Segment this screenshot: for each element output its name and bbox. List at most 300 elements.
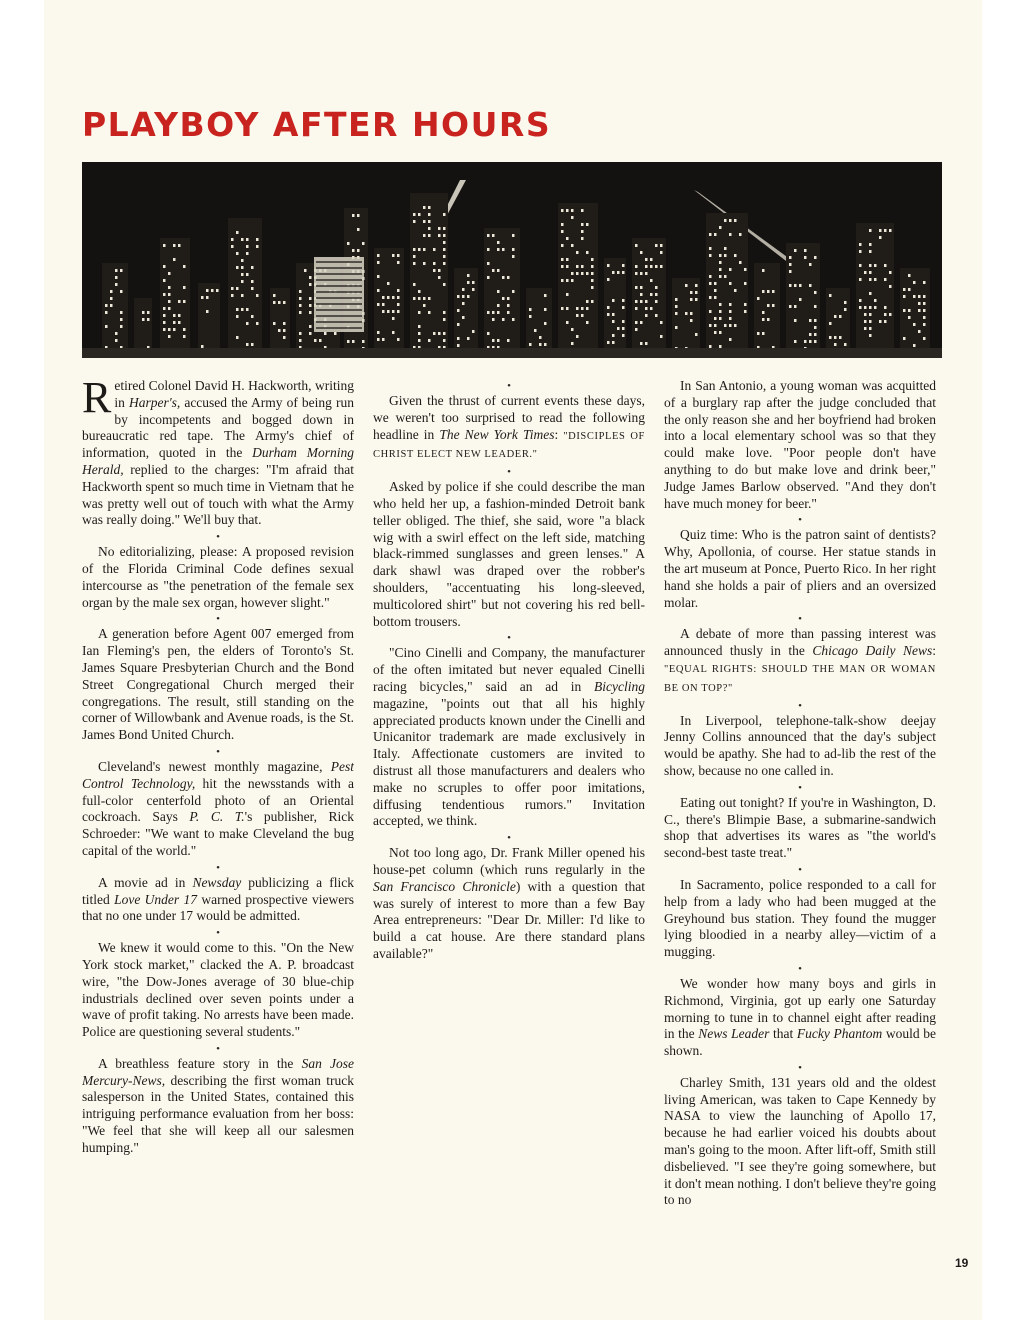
item-separator: • xyxy=(798,1061,802,1074)
lit-window xyxy=(428,311,431,314)
lit-window xyxy=(809,319,812,322)
item-smith: Charley Smith, 131 years old and the oldest living American, was taken to Cape Kennedy by NASA to view the launching of Apollo 17, because he had earlier voiced his doubts about man's going to the moon. After lift-off, Smith still disbelieved. "I see they're going somewhere, but it don't mean nothing. I don't believe they're going to no xyxy=(664,1074,936,1208)
item-headline: Given the thrust of current events these days, we weren't too surprised to read the following headline in The New York Times: "DISCIPLES OF CHRIST ELECT NEW LEADER." xyxy=(373,393,645,461)
lit-window xyxy=(105,304,108,307)
lit-window xyxy=(120,311,123,314)
lit-window xyxy=(299,339,302,342)
lit-window xyxy=(216,289,219,292)
item-richmond: We wonder how many boys and girls in Richmond, Virginia, got up early one Saturday morning to tune in to channel eight after reading in the News Leader that Fucky Phantom would be shown. xyxy=(664,975,936,1059)
lit-window xyxy=(236,231,239,234)
lit-window xyxy=(719,254,722,257)
lit-window xyxy=(392,310,395,313)
lit-window xyxy=(246,273,249,276)
lit-window xyxy=(142,311,145,314)
lit-window xyxy=(829,322,832,325)
lit-window xyxy=(586,223,589,226)
lit-window xyxy=(645,300,648,303)
lit-window xyxy=(251,315,254,318)
lit-window xyxy=(724,254,727,257)
lit-window xyxy=(163,279,166,282)
lit-window xyxy=(814,305,817,308)
lit-window xyxy=(734,289,737,292)
lit-window xyxy=(168,286,171,289)
lit-window xyxy=(635,272,638,275)
lit-window xyxy=(168,272,171,275)
lit-window xyxy=(309,325,312,328)
item-separator: • xyxy=(798,613,802,626)
lit-window xyxy=(617,327,620,330)
lit-window xyxy=(660,335,663,338)
lit-window xyxy=(729,303,732,306)
lit-window xyxy=(507,304,510,307)
lit-window xyxy=(607,306,610,309)
lit-window xyxy=(903,309,906,312)
lit-window xyxy=(889,313,892,316)
lit-window xyxy=(655,244,658,247)
lit-window xyxy=(183,328,186,331)
lit-window xyxy=(757,297,760,300)
lit-window xyxy=(744,303,747,306)
lit-window xyxy=(622,264,625,267)
lit-window xyxy=(462,295,465,298)
lit-window xyxy=(497,269,500,272)
city-skyline-at-night-image xyxy=(82,162,942,358)
lit-window xyxy=(571,272,574,275)
lit-window xyxy=(387,282,390,285)
item-newsday: A movie ad in Newsday publicizing a flick titled Love Under 17 warned prospective viewers that no one under 17 would be admitted. xyxy=(82,874,354,924)
lit-window xyxy=(561,230,564,233)
lit-window xyxy=(724,275,727,278)
lit-window xyxy=(492,311,495,314)
lit-window xyxy=(607,264,610,267)
lit-window xyxy=(413,248,416,251)
lit-window xyxy=(571,279,574,282)
lit-window xyxy=(719,310,722,313)
lit-window xyxy=(147,311,150,314)
lit-window xyxy=(650,258,653,261)
lit-window xyxy=(397,338,400,341)
lit-window xyxy=(908,274,911,277)
item-sanjose-1: A breathless feature story in the San Jose Mercury-News, describing the first woman truck salesperson in the United States, contained this intriguing performance evaluation from her boss: "We feel that she will keep all our salesmen humping." xyxy=(82,1055,354,1155)
lit-window xyxy=(859,264,862,267)
lit-window xyxy=(809,263,812,266)
lit-window xyxy=(309,332,312,335)
item-separator: • xyxy=(507,466,511,479)
lit-window xyxy=(273,301,276,304)
lit-window xyxy=(729,268,732,271)
lit-window xyxy=(273,294,276,297)
lit-window xyxy=(918,302,921,305)
lit-window xyxy=(304,269,307,272)
skyline-tower xyxy=(484,228,520,358)
lit-window xyxy=(834,336,837,339)
lit-window xyxy=(443,311,446,314)
lit-window xyxy=(283,336,286,339)
lit-window xyxy=(734,324,737,327)
lit-window xyxy=(377,338,380,341)
lit-window xyxy=(714,331,717,334)
lit-window xyxy=(879,229,882,232)
lit-window xyxy=(115,339,118,342)
lit-window xyxy=(443,213,446,216)
lit-window xyxy=(387,296,390,299)
lit-window xyxy=(110,290,113,293)
lit-window xyxy=(675,312,678,315)
lit-window xyxy=(714,324,717,327)
lit-window xyxy=(283,301,286,304)
lit-window xyxy=(772,290,775,293)
lit-window xyxy=(497,304,500,307)
lit-window xyxy=(576,251,579,254)
lit-window xyxy=(502,318,505,321)
lit-window xyxy=(309,283,312,286)
lit-window xyxy=(714,233,717,236)
lit-window xyxy=(918,309,921,312)
lit-window xyxy=(690,319,693,322)
lit-window xyxy=(622,299,625,302)
lit-window xyxy=(903,337,906,340)
lit-window xyxy=(467,274,470,277)
lit-window xyxy=(497,339,500,342)
lit-window xyxy=(714,282,717,285)
lit-window xyxy=(719,261,722,264)
lit-window xyxy=(392,331,395,334)
lit-window xyxy=(809,284,812,287)
lit-window xyxy=(299,290,302,293)
lit-window xyxy=(884,229,887,232)
lit-window xyxy=(839,336,842,339)
lit-window xyxy=(283,322,286,325)
lit-window xyxy=(413,213,416,216)
lit-window xyxy=(622,334,625,337)
lit-window xyxy=(617,271,620,274)
item-separator: • xyxy=(216,927,220,940)
lit-window xyxy=(163,328,166,331)
lit-window xyxy=(913,323,916,326)
lit-window xyxy=(884,320,887,323)
lit-window xyxy=(443,339,446,342)
item-quiz: Quiz time: Who is the patron saint of dentists? Why, Apollonia, of course. Her statue stands in the art museum at Ponce, Puerto Rico. In her right hand she holds a pair of pliers and an oversized molar. xyxy=(664,527,936,610)
lit-window xyxy=(110,304,113,307)
lit-window xyxy=(347,242,350,245)
lit-window xyxy=(719,226,722,229)
lit-window xyxy=(382,310,385,313)
lit-window xyxy=(418,339,421,342)
lit-window xyxy=(231,287,234,290)
lit-window xyxy=(675,298,678,301)
lit-window xyxy=(428,297,431,300)
lit-window xyxy=(913,344,916,347)
lit-window xyxy=(918,330,921,333)
lit-window xyxy=(622,271,625,274)
lit-window xyxy=(581,209,584,212)
lit-window xyxy=(762,269,765,272)
item-stocks: We knew it would come to this. "On the New York stock market," clacked the A. P. broadcast wire, "the Dow-Jones average of 30 blue-chip industrials declined over seven points under a wave of profit taking. No arrests have been made. Police are questioning several students." xyxy=(82,940,354,1040)
lit-window xyxy=(612,313,615,316)
lit-window xyxy=(423,304,426,307)
lit-window xyxy=(163,321,166,324)
lit-window xyxy=(251,343,254,346)
lit-window xyxy=(443,283,446,286)
lit-window xyxy=(561,258,564,261)
lit-window xyxy=(147,318,150,321)
lit-window xyxy=(502,276,505,279)
lit-window xyxy=(566,307,569,310)
lit-window xyxy=(178,314,181,317)
skyline-tower xyxy=(754,263,780,358)
lit-window xyxy=(472,330,475,333)
lit-window xyxy=(923,295,926,298)
lit-window xyxy=(423,206,426,209)
lit-window xyxy=(719,268,722,271)
lit-window xyxy=(814,291,817,294)
lit-window xyxy=(869,278,872,281)
lit-window xyxy=(640,251,643,254)
item-separator: • xyxy=(216,531,220,544)
lit-window xyxy=(809,340,812,343)
lit-window xyxy=(869,320,872,323)
lit-window xyxy=(163,265,166,268)
lit-window xyxy=(767,304,770,307)
item-detroit: Asked by police if she could describe the man who held her up, a fashion-minded Detroit bank teller obliged. The thief, she said, wore "a black wig with a swirl effect on the left side, matching black-rimmed sunglasses and green lenses." A dark shawl was draped over the robber's shoulders, "accentuating his long-sleeved, multicolored shirt" but not covering his red bell-bottom trousers. xyxy=(373,479,645,629)
item-separator: • xyxy=(216,861,220,874)
lit-window xyxy=(645,258,648,261)
lit-window xyxy=(236,287,239,290)
lit-window xyxy=(467,295,470,298)
lit-window xyxy=(767,318,770,321)
lit-window xyxy=(869,292,872,295)
lit-window xyxy=(744,268,747,271)
lit-window xyxy=(794,319,797,322)
lit-window xyxy=(729,233,732,236)
lit-window xyxy=(472,288,475,291)
lit-window xyxy=(645,314,648,317)
lit-window xyxy=(874,278,877,281)
lit-window xyxy=(163,244,166,247)
lit-window xyxy=(467,281,470,284)
lit-window xyxy=(502,297,505,300)
lit-window xyxy=(362,242,365,245)
lit-window xyxy=(724,247,727,250)
lit-window xyxy=(382,303,385,306)
lit-window xyxy=(709,296,712,299)
lit-window xyxy=(744,310,747,313)
lit-window xyxy=(512,290,515,293)
lit-window xyxy=(314,339,317,342)
lit-window xyxy=(576,307,579,310)
lit-window xyxy=(869,243,872,246)
lit-window xyxy=(879,320,882,323)
lit-window xyxy=(612,299,615,302)
lit-window xyxy=(256,294,259,297)
lit-window xyxy=(163,307,166,310)
lit-window xyxy=(581,230,584,233)
lit-window xyxy=(273,322,276,325)
lit-window xyxy=(586,307,589,310)
lit-window xyxy=(719,317,722,320)
item-separator: • xyxy=(507,632,511,645)
lit-window xyxy=(576,265,579,268)
lit-window xyxy=(789,305,792,308)
lit-window xyxy=(507,311,510,314)
lit-window xyxy=(142,318,145,321)
lit-window xyxy=(829,336,832,339)
lit-window xyxy=(789,256,792,259)
lit-window xyxy=(814,333,817,336)
lit-window xyxy=(168,307,171,310)
lit-window xyxy=(428,213,431,216)
lit-window xyxy=(607,313,610,316)
lit-window xyxy=(241,308,244,311)
lit-window xyxy=(859,243,862,246)
lit-window xyxy=(709,310,712,313)
skyline-tower xyxy=(856,223,894,358)
lit-window xyxy=(183,286,186,289)
lit-window xyxy=(120,269,123,272)
lit-window xyxy=(864,327,867,330)
lit-window xyxy=(622,320,625,323)
lit-window xyxy=(443,248,446,251)
lit-window xyxy=(571,216,574,219)
lit-window xyxy=(640,321,643,324)
lit-window xyxy=(635,307,638,310)
lit-window xyxy=(884,306,887,309)
lit-window xyxy=(423,262,426,265)
lit-window xyxy=(438,276,441,279)
item-blimpie: Eating out tonight? If you're in Washington, D. C., there's Blimpie Base, a submarine-sandwich shop that advertises its wares as "the world's second-best taste treat." xyxy=(664,794,936,861)
lit-window xyxy=(844,343,847,346)
lit-window xyxy=(591,286,594,289)
lit-window xyxy=(719,303,722,306)
lit-window xyxy=(869,250,872,253)
lit-window xyxy=(719,345,722,348)
lit-window xyxy=(241,273,244,276)
lit-window xyxy=(675,326,678,329)
lit-window xyxy=(377,303,380,306)
lit-window xyxy=(418,213,421,216)
lit-window xyxy=(884,278,887,281)
lit-window xyxy=(512,255,515,258)
skyline-tower xyxy=(526,288,552,358)
lit-window xyxy=(206,296,209,299)
lit-window xyxy=(462,288,465,291)
lit-window xyxy=(246,343,249,346)
item-separator: • xyxy=(798,962,802,975)
lit-window xyxy=(487,311,490,314)
lit-window xyxy=(767,290,770,293)
lit-window xyxy=(804,249,807,252)
lit-window xyxy=(241,266,244,269)
lit-window xyxy=(529,315,532,318)
lit-window xyxy=(799,284,802,287)
lit-window xyxy=(655,300,658,303)
lit-window xyxy=(433,262,436,265)
lit-window xyxy=(231,294,234,297)
article-columns xyxy=(82,378,940,1283)
item-miller: Not too long ago, Dr. Frank Miller opened his house-pet column (which runs regularly in the San Francisco Chronicle) with a question that was surely of interest to more than a few Bay Area entrepreneurs: "Dear Dr. Miller: I'd like to build a cat house. Are there standard plans available?" xyxy=(373,845,645,961)
lit-window xyxy=(492,234,495,237)
lit-window xyxy=(576,272,579,275)
lit-window xyxy=(428,339,431,342)
lit-window xyxy=(105,311,108,314)
lit-window xyxy=(256,238,259,241)
lit-window xyxy=(561,279,564,282)
lit-window xyxy=(377,254,380,257)
lit-window xyxy=(457,295,460,298)
lit-window xyxy=(299,297,302,300)
lit-window xyxy=(869,264,872,267)
lit-window xyxy=(492,269,495,272)
lit-window xyxy=(115,283,118,286)
lit-window xyxy=(497,248,500,251)
lit-window xyxy=(571,342,574,345)
lit-window xyxy=(561,223,564,226)
lit-window xyxy=(231,245,234,248)
lit-window xyxy=(874,306,877,309)
lit-window xyxy=(236,315,239,318)
lit-window xyxy=(492,339,495,342)
lit-window xyxy=(591,279,594,282)
lit-window xyxy=(879,236,882,239)
lit-window xyxy=(789,270,792,273)
lit-window xyxy=(178,300,181,303)
lit-window xyxy=(309,311,312,314)
lit-window xyxy=(201,345,204,348)
lit-window xyxy=(487,276,490,279)
lit-window xyxy=(357,228,360,231)
item-liverpool: In Liverpool, telephone-talk-show deejay Jenny Collins announced that the day's subject would be apathy. She had to ad-lib the rest of the show, because no one called in. xyxy=(664,712,936,778)
lit-window xyxy=(908,288,911,291)
lit-window xyxy=(566,237,569,240)
lit-window xyxy=(591,272,594,275)
lit-window xyxy=(539,336,542,339)
lit-window xyxy=(923,337,926,340)
lit-window xyxy=(571,328,574,331)
lit-window xyxy=(397,303,400,306)
lit-window xyxy=(251,266,254,269)
lit-window xyxy=(472,281,475,284)
lit-window xyxy=(539,343,542,346)
lit-window xyxy=(581,223,584,226)
column-2 xyxy=(373,378,645,1283)
item-separator: • xyxy=(798,863,802,876)
lit-window xyxy=(487,332,490,335)
lit-window xyxy=(251,280,254,283)
lit-window xyxy=(709,254,712,257)
lit-window xyxy=(413,255,416,258)
lit-window xyxy=(428,234,431,237)
lit-window xyxy=(173,328,176,331)
lit-window xyxy=(115,269,118,272)
lit-window xyxy=(650,307,653,310)
lit-window xyxy=(622,306,625,309)
lit-window xyxy=(352,249,355,252)
lit-window xyxy=(581,272,584,275)
lit-window xyxy=(612,320,615,323)
lit-window xyxy=(586,272,589,275)
lit-window xyxy=(864,271,867,274)
lit-window xyxy=(844,308,847,311)
lit-window xyxy=(377,289,380,292)
lit-window xyxy=(571,209,574,212)
lit-window xyxy=(729,338,732,341)
lit-window xyxy=(561,307,564,310)
lit-window xyxy=(438,269,441,272)
lit-window xyxy=(884,313,887,316)
lit-window xyxy=(889,271,892,274)
lit-window xyxy=(487,234,490,237)
lit-window xyxy=(635,286,638,289)
